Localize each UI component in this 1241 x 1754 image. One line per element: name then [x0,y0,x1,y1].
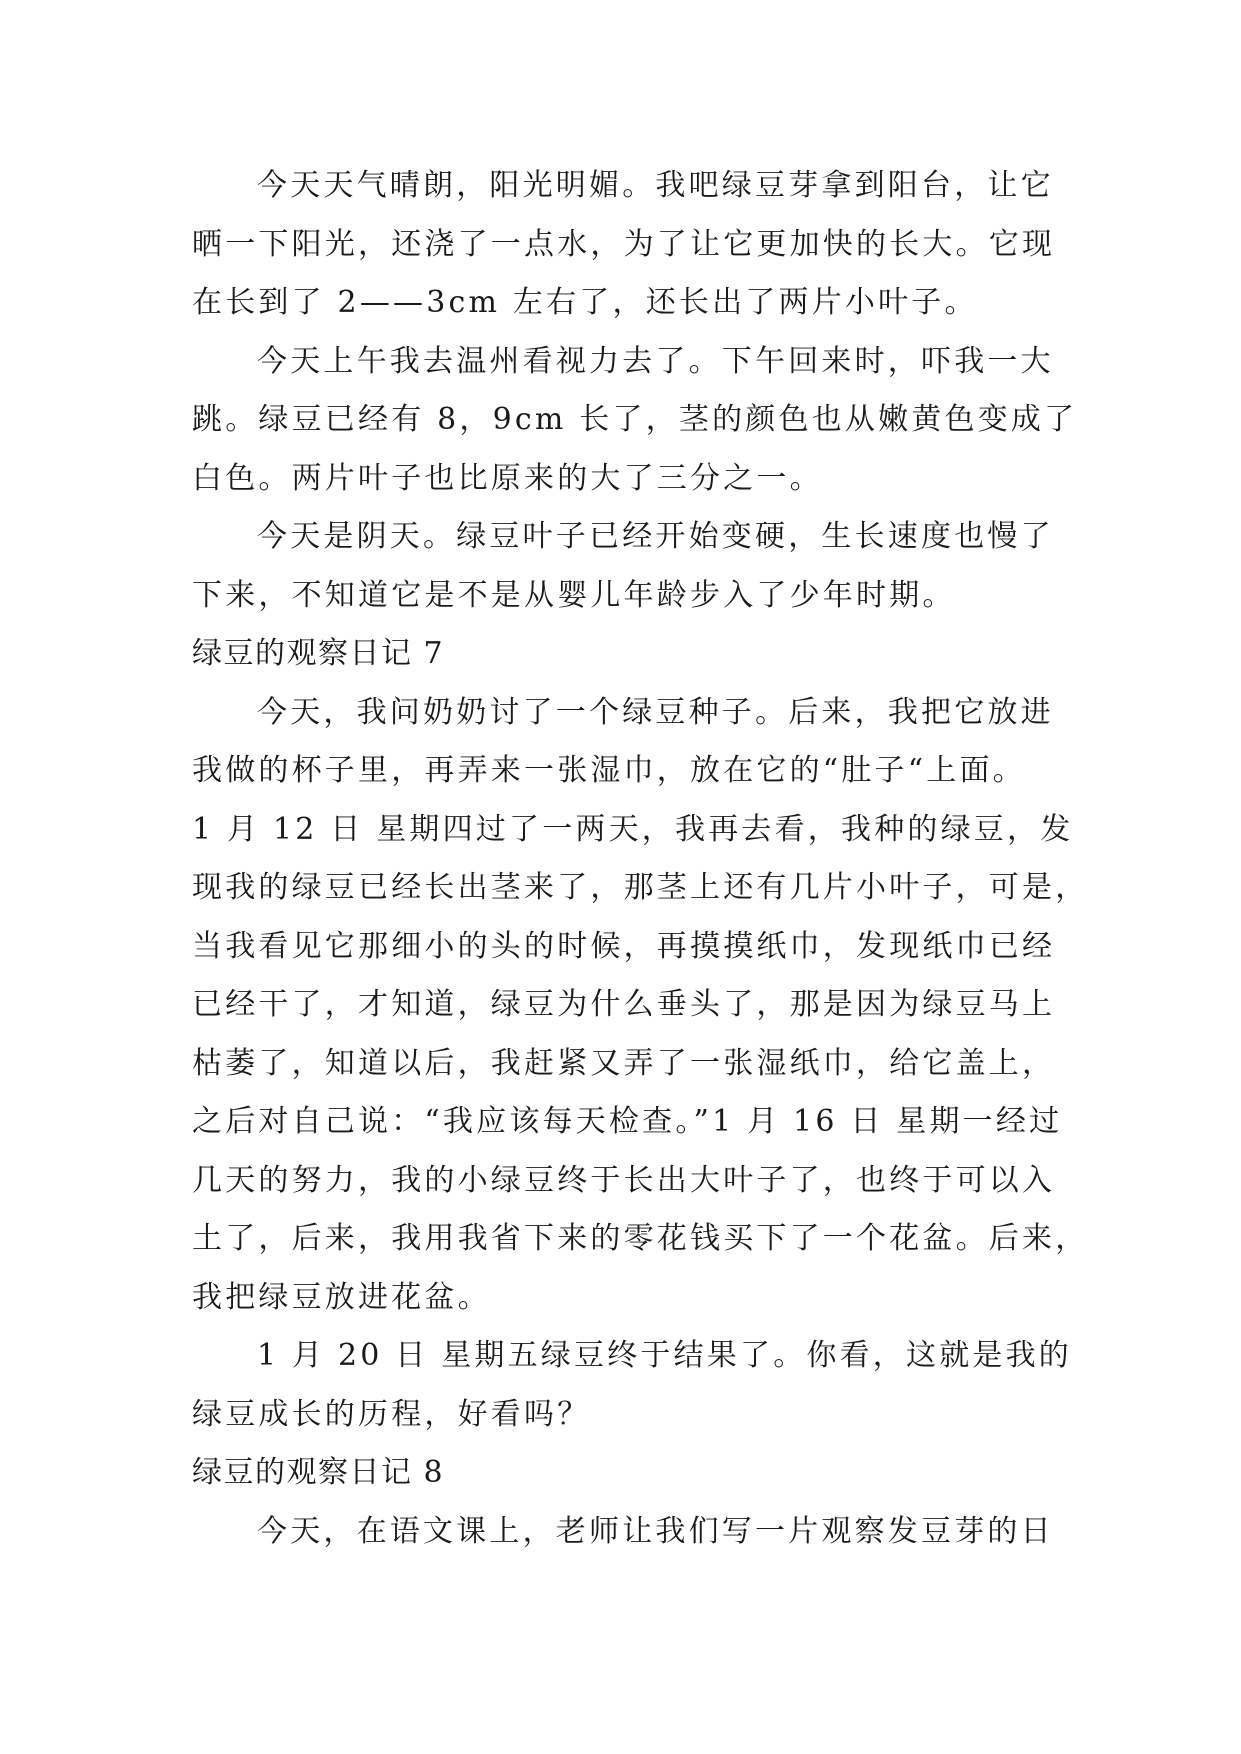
paragraph-line: 跳。绿豆已经有 8，9cm 长了，茎的颜色也从嫩黄色变成了 [192,402,1078,437]
paragraph-line: 已经干了，才知道，绿豆为什么垂头了，那是因为绿豆马上 [192,987,1056,1022]
paragraph-line: 几天的努力，我的小绿豆终于长出大叶子了，也终于可以入 [192,1162,1056,1198]
paragraph-line: 之后对自己说：“我应该每天检查。”1 月 16 日 星期一经过 [192,1104,1063,1139]
paragraph-line: 今天，在语文课上，老师让我们写一片观察发豆芽的日 [257,1513,1054,1549]
paragraph-line: 白色。两片叶子也比原来的大了三分之一。 [192,460,823,496]
paragraph-line: 下来，不知道它是不是从婴儿年龄步入了少年时期。 [192,577,956,613]
section-heading: 绿豆的观察日记 7 [192,636,445,671]
paragraph-line: 1 月 12 日 星期四过了一两天，我再去看，我种的绿豆，发 [192,811,1074,847]
paragraph-line: 1 月 20 日 星期五绿豆终于结果了。你看，这就是我的 [257,1338,1073,1373]
paragraph-line: 在长到了 2——3cm 左右了，还长出了两片小叶子。 [192,285,978,320]
paragraph-line: 绿豆成长的历程，好看吗？ [192,1396,591,1432]
paragraph-line: 今天是阴天。绿豆叶子已经开始变硬，生长速度也慢了 [257,519,1054,554]
paragraph-line: 晒一下阳光，还浇了一点水，为了让它更加快的长大。它现 [192,226,1056,262]
paragraph-line: 我做的杯子里，再弄来一张湿巾，放在它的“肚子“上面。 [192,753,1026,788]
paragraph-line: 今天天气晴朗，阳光明媚。我吧绿豆芽拿到阳台，让它 [257,168,1054,203]
paragraph-line: 土了，后来，我用我省下来的零花钱买下了一个花盆。后来， [192,1221,1089,1256]
paragraph-line: 现我的绿豆已经长出茎来了，那茎上还有几片小叶子，可是， [192,870,1089,905]
document-body [192,157,1089,1561]
paragraph-line: 我把绿豆放进花盆。 [192,1279,491,1315]
paragraph-line: 当我看见它那细小的头的时候，再摸摸纸巾，发现纸巾已经 [192,928,1056,964]
paragraph-line: 今天，我问奶奶讨了一个绿豆种子。后来，我把它放进 [257,694,1054,730]
paragraph-line: 今天上午我去温州看视力去了。下午回来时，吓我一大 [257,343,1054,379]
section-heading: 绿豆的观察日记 8 [192,1455,445,1490]
paragraph-line: 枯萎了，知道以后，我赶紧又弄了一张湿纸巾，给它盖上， [192,1045,1056,1081]
